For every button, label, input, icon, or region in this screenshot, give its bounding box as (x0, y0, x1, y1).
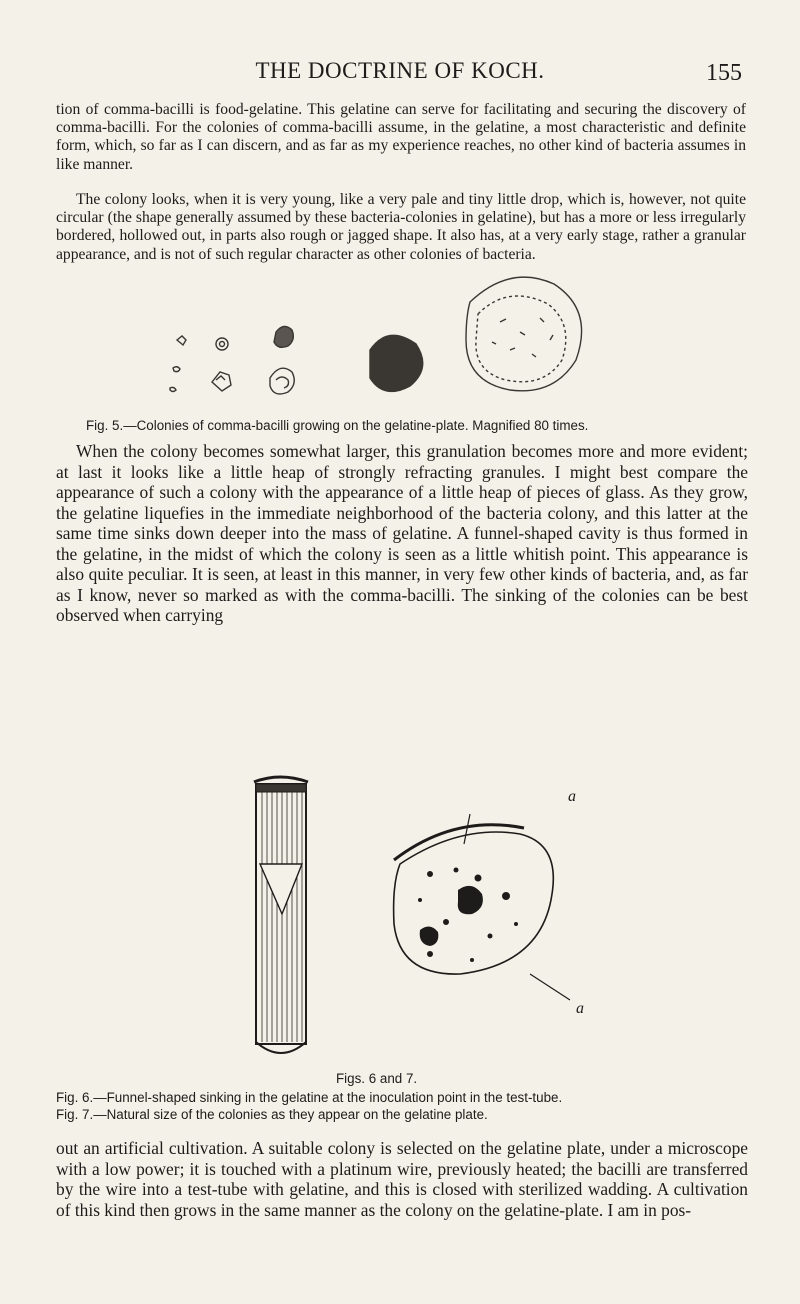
figure-6-caption: Fig. 6.—Funnel-shaped sinking in the gelatine at the inoculation point in the test-tube. (56, 1090, 563, 1105)
running-head (0, 58, 800, 88)
figure-7-label-a-bottom: a (576, 1000, 584, 1017)
page-number: 155 (706, 60, 742, 86)
paragraph-3: When the colony becomes somewhat larger, this granulation becomes more and more evident; at last it looks like a little heap of strongly refracting granules. I might best compare the appearance of such a colony with the appearance of a little heap of pieces of glass. As they grow, the gelatine liquefies in the immediate neighborhood of the bacteria colony, and this latter at the same time sinks down deeper into the mass of gelatine. A funnel-shaped cavity is thus formed in the gelatine, in the midst of which the colony is seen as a little whitish point. This appearance is also quite peculiar. It is seen, at least in this manner, in very few other kinds of bacteria, and, as far as I know, never so marked as with the comma-bacilli. The sinking of the colonies can be best observed when carrying (56, 441, 748, 625)
figure-7-label-a-top: a (568, 788, 576, 805)
figure-7-plate (360, 804, 570, 1014)
figure-7-caption: Fig. 7.—Natural size of the colonies as they appear on the gelatine plate. (56, 1107, 488, 1122)
figure-5-caption: Fig. 5.—Colonies of comma-bacilli growing on the gelatine-plate. Magnified 80 times. (86, 418, 589, 433)
figures-6-7-heading: Figs. 6 and 7. (336, 1071, 418, 1086)
paragraph-2: The colony looks, when it is very young, like a very pale and tiny little drop, which is, however, not quite circular (the shape generally assumed by these bacteria-colonies in gelatine), but has a more or less irregularly bordered, hollowed out, in parts also rough or jagged shape. It also has, at a very early stage, rather a granular appearance, and is not of such regular character as other colonies of bacteria. (56, 191, 746, 263)
figure-6-test-tube (226, 774, 336, 1064)
paragraph-4: out an artificial cultivation. A suitable colony is selected on the gelatine plate, under a microscope with a low power; it is touched with a platinum wire, previously heated; the bacilli are transferred by the wire into a test-tube with gelatine, and this is closed with sterilized wadding. A cultivation of this kind then grows in the same manner as the colony on the gelatine-plate. I am in pos- (56, 1138, 748, 1220)
paragraph-1: tion of comma-bacilli is food-gelatine. This gelatine can serve for facilitating and securing the discovery of comma-bacilli. For the colonies of comma-bacilli assume, in the gelatine, a most characteristic and definite form, which, so far as I can discern, and as far as my experience reaches, no other kind of bacteria assumes in like manner. (56, 101, 746, 173)
running-title: THE DOCTRINE OF KOCH. (255, 58, 545, 83)
figure-5-illustration (80, 262, 740, 400)
